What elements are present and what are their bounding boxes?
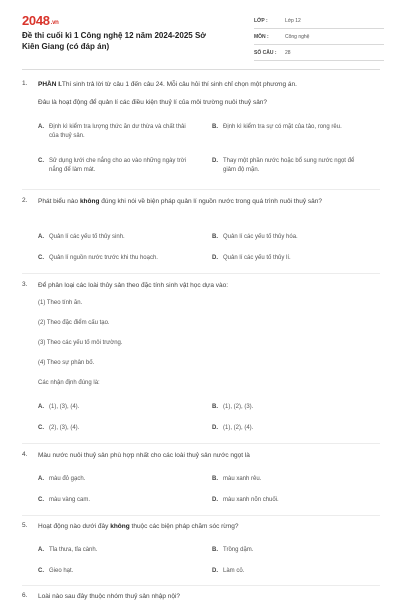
option-text: Quản lí nguồn nước trước khi thu hoạch. [49,255,158,261]
question-number: 4. [22,451,28,458]
statement-prompt: Các nhận định đúng là: [38,380,100,386]
option-letter: B. [212,404,218,410]
option-letter: C. [38,568,44,574]
option-letter: A. [38,234,44,240]
option-text: Định kì kiểm tra sự có mặt của tảo, rong rêu. [223,124,342,130]
option-text: Làm cỏ. [223,568,245,574]
option-letter: C. [38,158,44,164]
meta-row-count [254,46,384,61]
question-text [38,522,368,532]
option-letter: D. [212,425,218,431]
question-number: 6. [22,592,28,599]
option-text: (1), (2), (3). [223,404,254,410]
option-letter: B. [212,124,218,130]
meta-row-class [254,14,384,29]
question-text: Loài nào sau đây thuộc nhóm thuỷ sản nhập nội? [38,593,181,600]
option-letter: D. [212,497,218,503]
option-text: Sử dụng lưới che nắng cho ao vào những ngày trời nắng để làm mát. [49,158,187,173]
part-instructions: Thí sinh trả lời từ câu 1 đến câu 24. Mỗi câu hỏi thí sinh chỉ chọn một phương án. [61,81,297,88]
question-number: 2. [22,197,28,204]
option-text: Quản lí các yếu tố thủy lí. [223,255,291,261]
question-text: Màu nước nuôi thuỷ sản phù hợp nhất cho các loài thuỷ sản nước ngọt là [38,452,250,459]
option-text: Quản lí các yếu tố thủy hóa. [223,234,298,240]
question-text [38,197,368,207]
statement-4: (4) Theo sự phân bố. [38,360,95,366]
brand-suffix: .vn [50,20,59,26]
option-text: (2), (3), (4). [49,425,80,431]
option-text: màu xanh rêu. [223,476,262,482]
option-text: màu đỏ gạch. [49,476,86,482]
question-text: Để phân loại các loài thủy sản theo đặc tính sinh vật học dựa vào: [38,282,229,289]
statement-3: (3) Theo các yếu tố môi trường. [38,340,123,346]
question-divider [22,515,380,516]
question-text-part: thuộc các biện pháp chăm sóc rừng? [129,523,239,530]
option-letter: A. [38,476,44,482]
statement-2: (2) Theo đặc điểm cấu tạo. [38,320,110,326]
meta-label: MÔN : [254,34,269,40]
option-text: Quản lí các yếu tố thủy sinh. [49,234,125,240]
option-letter: D. [212,568,218,574]
header-divider [22,69,380,70]
question-divider [22,189,380,190]
option-text: Trồng dặm. [223,547,254,553]
question-divider [22,273,380,274]
option-text: Tỉa thưa, tỉa cành. [49,547,98,553]
part-label: PHẦN I. [38,81,62,88]
question-divider [22,585,380,586]
option-text: Định kì kiểm tra lượng thức ăn dư thừa và chất thải của thuỷ sản. [49,124,186,139]
option-letter: B. [212,547,218,553]
question-intro [38,80,368,90]
option-letter: C. [38,255,44,261]
meta-label: SỐ CÂU : [254,50,277,56]
option-letter: B. [212,234,218,240]
brand-name: 2048 [22,13,50,28]
meta-row-subject [254,30,384,45]
question-emphasis: không [79,198,100,205]
exam-meta [254,14,384,62]
option-letter: A. [38,547,44,553]
brand-logo[interactable] [22,13,59,28]
question-text-part: Phát biểu nào [38,198,80,205]
question-text-part: Hoạt động nào dưới đây [38,523,111,530]
option-text: Gieo hạt. [49,568,74,574]
meta-value: 28 [285,50,291,56]
option-text: (1), (3), (4). [49,404,80,410]
question-divider [22,443,380,444]
question-text-part: đúng khi nói về biện pháp quản lí nguồn nước trong quá trình nuôi thuỷ sản? [99,198,322,205]
meta-label: LỚP : [254,18,268,24]
option-letter: B. [212,476,218,482]
option-text: màu xanh nõn chuối. [223,497,279,503]
question-number: 3. [22,281,28,288]
option-letter: D. [212,158,218,164]
statement-1: (1) Theo tính ăn. [38,300,83,306]
option-letter: C. [38,425,44,431]
option-letter: A. [38,404,44,410]
question-emphasis: không [110,523,130,530]
exam-title: Đề thi cuối kì 1 Công nghệ 12 năm 2024-2025 Sở Kiên Giang (có đáp án) [22,31,206,51]
question-number: 1. [22,80,28,87]
option-letter: C. [38,497,44,503]
option-text: màu vàng cam. [49,497,91,503]
option-text: Thay một phần nước hoặc bổ sung nước ngọt để giảm độ mặn. [223,158,355,173]
meta-value: Lớp 12 [285,18,301,24]
question-text: Đâu là hoạt động để quản lí các điều kiện thuỷ lí của môi trường nuôi thuỷ sản? [38,99,268,106]
option-letter: D. [212,255,218,261]
option-text: (1), (2), (4). [223,425,254,431]
option-letter: A. [38,124,44,130]
page-header [0,0,400,68]
meta-value: Công nghệ [285,34,310,40]
question-number: 5. [22,522,28,529]
